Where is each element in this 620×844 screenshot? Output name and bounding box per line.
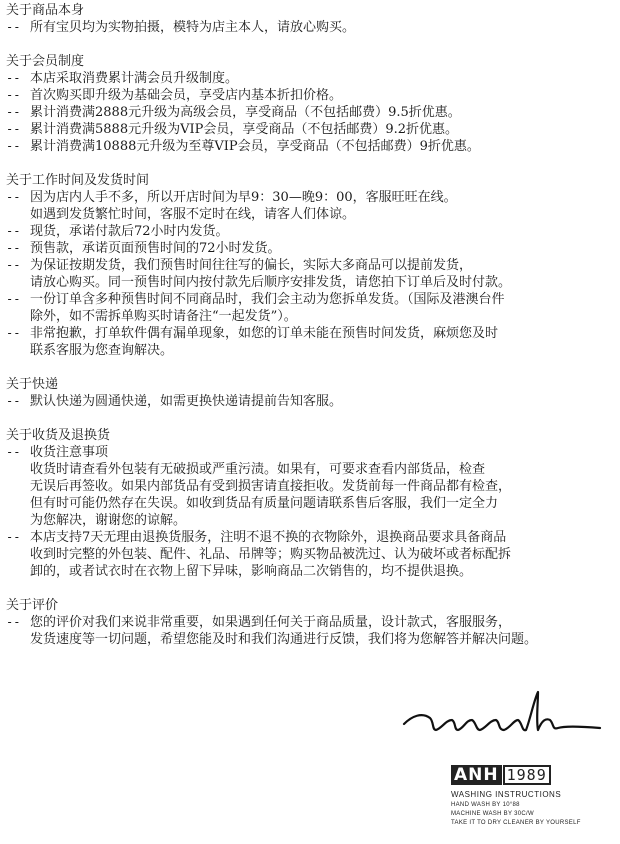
handwritten-signature (400, 690, 605, 750)
item-text (30, 223, 229, 240)
list-item (6, 614, 614, 648)
item-dash: -- (6, 139, 21, 153)
section (6, 53, 614, 155)
item-line: 非常抱歉，打单软件偶有漏单现象，如您的订单未能在预售时间发货，麻烦您及时 (30, 326, 499, 341)
item-line: 发货速度等一切问题，希望您能及时和我们沟通进行反馈，我们将为您解答并解决问题。 (30, 632, 538, 647)
item-dash: -- (6, 326, 21, 340)
item-dash: -- (6, 292, 21, 306)
item-dash: -- (6, 241, 21, 255)
list-item (6, 291, 614, 325)
item-line: 本店采取消费累计满会员升级制度。 (30, 71, 239, 86)
item-text (30, 325, 498, 359)
list-item (6, 223, 614, 240)
item-dash: -- (6, 71, 21, 85)
item-text (30, 189, 457, 223)
item-line: 除外，如不需拆单购买时请备注“一起发货”）。 (30, 309, 297, 324)
item-line: 预售款，承诺页面预售时间的72小时发货。 (30, 241, 281, 256)
section (6, 2, 614, 36)
item-dash: -- (6, 122, 21, 136)
brand-label (451, 764, 611, 826)
item-line: 您的评价对我们来说非常重要，如果遇到任何关于商品质量，设计款式，客服服务， (30, 615, 512, 630)
item-line: 收到时完整的外包装、配件、礼品、吊牌等；购买物品被洗过、认为破坏或者标配拆 (30, 547, 512, 562)
item-line: 因为店内人手不多，所以开店时间为早9：30—晚9：00，客服旺旺在线。 (30, 190, 457, 205)
section (6, 597, 614, 648)
list-item (6, 444, 614, 529)
list-item (6, 240, 614, 257)
list-item (6, 138, 614, 155)
section-title: 关于会员制度 (6, 54, 85, 69)
item-dash: -- (6, 530, 21, 544)
item-dash: -- (6, 224, 21, 238)
item-text (30, 87, 342, 104)
item-dash: -- (6, 190, 21, 204)
wash-line: MACHINE WASH BY 30C/W (451, 811, 534, 817)
item-line: 累计消费满5888元升级为VIP会员，享受商品（不包括邮费）9.2折优惠。 (30, 122, 459, 137)
item-text (30, 70, 238, 87)
item-line: 本店支持7天无理由退换货服务，注明不退不换的衣物除外，退换商品要求具备商品 (30, 530, 507, 545)
item-line: 如遇到发货繁忙时间，客服不定时在线，请客人们体谅。 (30, 207, 356, 222)
item-line: 但有时可能仍然存在失误。如收到货品有质量问题请联系售后客服，我们一定全力 (30, 496, 499, 511)
list-item (6, 104, 614, 121)
section-title: 关于商品本身 (6, 3, 85, 18)
item-line: 一份订单含多种预售时间不同商品时，我们会主动为您拆单发货。（国际及港澳台件 (30, 292, 505, 307)
list-item (6, 529, 614, 580)
list-item (6, 393, 614, 410)
item-dash: -- (6, 258, 21, 272)
wash-instructions-title: WASHING INSTRUCTIONS (451, 790, 562, 799)
item-line: 联系客服为您查询解决。 (30, 343, 174, 358)
section-title: 关于工作时间及发货时间 (6, 173, 150, 188)
document-body (6, 2, 614, 665)
item-dash: -- (6, 445, 21, 459)
brand-logo-anh: ANH (451, 765, 502, 785)
item-dash: -- (6, 615, 21, 629)
item-text (30, 444, 511, 529)
section (6, 427, 614, 580)
brand-logo-year: 1989 (503, 765, 551, 785)
section (6, 376, 614, 410)
item-line: 为您解决，谢谢您的谅解。 (30, 513, 187, 528)
item-text (30, 257, 511, 291)
item-text (30, 104, 461, 121)
item-line: 卸的，或者试衣时在衣物上留下异味，影响商品二次销售的，均不提供退换。 (30, 564, 473, 579)
item-line: 收货时请查看外包装有无破损或严重污渍。如果有，可要求查看内部货品，检查 (30, 462, 486, 477)
wash-line: TAKE IT TO DRY CLEANER BY YOURSELF (451, 820, 581, 826)
item-text (30, 19, 355, 36)
list-item (6, 257, 614, 291)
item-line: 累计消费满2888元升级为高级会员，享受商品（不包括邮费）9.5折优惠。 (30, 105, 461, 120)
item-text (30, 614, 537, 648)
brand-logo (451, 764, 611, 786)
list-item (6, 70, 614, 87)
item-line: 默认快递为圆通快递，如需更换快递请提前告知客服。 (30, 394, 343, 409)
item-text (30, 393, 342, 410)
item-line: 为保证按期发货，我们预售时间往往写的偏长，实际大多商品可以提前发货， (30, 258, 473, 273)
section-title: 关于收货及退换货 (6, 428, 111, 443)
item-text (30, 240, 281, 257)
item-text (30, 138, 480, 155)
item-line: 请放心购买。同一预售时间内按付款先后顺序安排发货，请您拍下订单后及时付款。 (30, 275, 512, 290)
item-line: 现货，承诺付款后72小时内发货。 (30, 224, 229, 239)
item-line: 首次购买即升级为基础会员，享受店内基本折扣价格。 (30, 88, 343, 103)
item-dash: -- (6, 20, 21, 34)
item-line: 累计消费满10888元升级为至尊VIP会员，享受商品（不包括邮费）9折优惠。 (30, 139, 480, 154)
list-item (6, 19, 614, 36)
list-item (6, 325, 614, 359)
section-title: 关于评价 (6, 598, 59, 613)
section (6, 172, 614, 359)
item-line: 无误后再签收。如果内部货品有受到损害请直接拒收。发货前每一件商品都有检查， (30, 479, 512, 494)
item-dash: -- (6, 394, 21, 408)
item-line: 所有宝贝均为实物拍摄，模特为店主本人，请放心购买。 (30, 20, 356, 35)
list-item (6, 87, 614, 104)
list-item (6, 189, 614, 223)
wash-line: HAND WASH BY 10°88 (451, 802, 520, 808)
item-text (30, 291, 505, 325)
item-line: 收货注意事项 (30, 445, 109, 460)
item-text (30, 529, 511, 580)
section-title: 关于快递 (6, 377, 59, 392)
item-dash: -- (6, 105, 21, 119)
item-text (30, 121, 458, 138)
list-item (6, 121, 614, 138)
item-dash: -- (6, 88, 21, 102)
